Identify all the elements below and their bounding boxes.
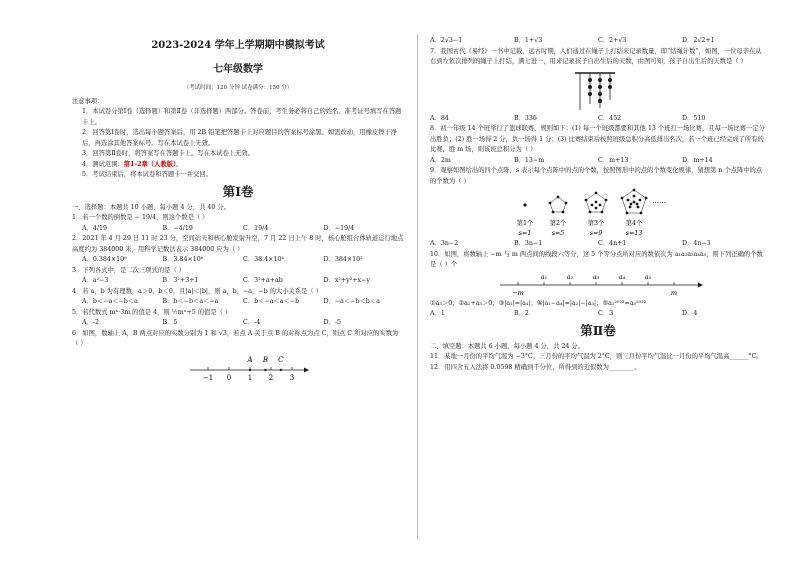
q10-options xyxy=(430,309,766,320)
q9-dot xyxy=(565,202,568,205)
q7-options xyxy=(430,114,766,125)
q9-figure-value: s=1 xyxy=(518,230,532,237)
q10-label-a1: a₁ xyxy=(540,272,548,281)
q3-option-a[interactable]: A．a²−3 xyxy=(82,277,109,284)
q2-option-d[interactable]: D．384×10³ xyxy=(323,256,363,263)
q7-knot xyxy=(608,78,612,82)
q10-label-neg-m: −m xyxy=(512,288,524,297)
q9-figure-value: s=13 xyxy=(625,230,643,237)
q9-option-d[interactable]: D．4n−3 xyxy=(682,240,711,247)
q7-option-b[interactable]: B．336 xyxy=(514,114,537,122)
q9-dot xyxy=(633,189,636,192)
q8-options xyxy=(430,156,766,167)
q7-option-c[interactable]: C．452 xyxy=(598,114,622,122)
q10-option-b[interactable]: B．2 xyxy=(514,310,529,317)
q10-option-d[interactable]: D．4 xyxy=(682,310,698,317)
note-3: 3．回答第Ⅱ卷时，将答案写在答题卡上。写在本试卷上无效。 xyxy=(82,150,255,157)
q10-stem: 10．如图，将数轴上 −m 与 m 两点间的线段六等分，这 5 个等分点所对应的数依次为 a₁a₂a₃a₄a₅，则下列正确的个数是（ ）个 xyxy=(430,250,763,268)
q4-stem: 4．若 a，b 为有理数，a＞0，b＜0，且|a|＜|b|，则 a，b，−a，−b 的大小关系是（ ） xyxy=(72,287,323,295)
note-4 xyxy=(72,160,404,171)
q10-number-line-figure xyxy=(430,271,766,299)
q6-tick-label: 1 xyxy=(247,373,253,382)
q6-option-b[interactable]: B．1+√3 xyxy=(514,37,543,44)
q9-dot xyxy=(585,199,588,202)
note-5: 5．考试结束后，将本试卷和答题卡一并交回。 xyxy=(82,171,212,178)
q10-label-a3: a₃ xyxy=(592,272,600,281)
q6-label-b: B xyxy=(262,355,268,364)
q6-option-d[interactable]: D．2√2+1 xyxy=(682,37,715,44)
q9-dot xyxy=(633,201,636,204)
q9-dot-pattern-figure xyxy=(430,187,766,239)
q6-tick-label: 3 xyxy=(289,373,295,382)
q7-knot xyxy=(598,78,602,82)
q7-knot xyxy=(598,85,602,89)
left-column xyxy=(72,36,404,384)
exam-title: 2023-2024 学年上学期期中模拟考试 xyxy=(151,40,325,51)
right-column xyxy=(430,36,766,373)
q2-option-b[interactable]: B．3.84×10⁶ xyxy=(162,256,204,263)
q4-option-b[interactable]: B．b＜−b＜a＜−a xyxy=(162,298,219,305)
q9-dot xyxy=(591,204,594,207)
q3-stem: 3．下列各式中，是二次三项式的是（ ） xyxy=(72,266,186,274)
q4-option-c[interactable]: C．b＜−a＜a＜−b xyxy=(243,298,300,305)
q12-stem: 12．用四舍五入法将 0.0598 精确到千分位，所得到的近似数为________。 xyxy=(430,363,641,371)
q6-point-b xyxy=(264,368,266,370)
q1-option-c[interactable]: C．19/4 xyxy=(243,224,269,232)
q6-point-c xyxy=(280,368,282,370)
q9-dot xyxy=(523,203,526,206)
q8-option-b[interactable]: B．13−m xyxy=(514,156,545,164)
section-1-title: 第Ⅰ卷 xyxy=(222,183,254,199)
q7-stem: 7．我国古代《易经》一书中记载，远古时期，人们通过在绳子上打结来记录数量，即“结绳计数”，如图，一位母亲在从右到左依次排列的绳子上打结，满七进一，用来记录孩子自出生后的天数，由图可知，孩子自出生后的天数是（ ） xyxy=(430,47,762,65)
q6-label-c: C xyxy=(278,355,284,364)
q2-option-c[interactable]: C．38.4×10⁴ xyxy=(243,256,284,263)
q6-point-a xyxy=(249,368,251,370)
q9-dot xyxy=(627,199,630,202)
q4-options xyxy=(72,297,404,308)
q2-option-a[interactable]: A．0.384×10⁶ xyxy=(82,256,127,263)
q10-axis-arrow xyxy=(698,282,703,287)
q7-knot xyxy=(598,99,602,103)
q6-tick-label: 0 xyxy=(226,373,232,382)
q9-dot xyxy=(645,197,648,200)
part-2-header: 二、填空题：本题共 6 小题，每小题 4 分，共 24 分。 xyxy=(430,342,584,350)
q9-dot xyxy=(636,203,639,206)
q10-label-m: m xyxy=(670,288,678,297)
q3-options xyxy=(72,276,404,287)
q7-knot xyxy=(588,85,592,89)
q6-tick-label: −1 xyxy=(202,373,214,382)
q10-label-a5: a₅ xyxy=(644,272,652,281)
q9-dot xyxy=(549,202,552,205)
test-range: 第1-2章（人教版） xyxy=(123,160,177,168)
q5-options xyxy=(72,318,404,329)
q7-knot-rope-figure xyxy=(430,68,766,114)
q10-label-a4: a₄ xyxy=(618,272,626,281)
q3-option-c[interactable]: C．3²+a+ab xyxy=(243,277,283,284)
q7-option-a[interactable]: A．84 xyxy=(430,114,449,122)
q3-option-b[interactable]: B．3²+3+1 xyxy=(162,277,199,284)
q7-knot xyxy=(588,92,592,96)
q6-axis-arrow xyxy=(304,367,309,372)
q6-tick-label: 2 xyxy=(268,373,274,382)
q9-dot xyxy=(562,211,565,214)
q9-dot xyxy=(599,204,602,207)
q9-dot xyxy=(633,195,636,198)
q5-option-b[interactable]: B．5 xyxy=(162,319,178,326)
q9-dot xyxy=(626,212,629,215)
q9-dot xyxy=(637,206,640,209)
q9-dot xyxy=(601,211,604,214)
q6-options xyxy=(430,36,766,47)
q9-options xyxy=(430,239,766,250)
q6-number-line-figure xyxy=(72,350,404,384)
q1-option-b[interactable]: B．−4/19 xyxy=(162,224,193,232)
q9-dot xyxy=(595,207,598,210)
q9-dot xyxy=(552,211,555,214)
q1-option-d[interactable]: D．−19/4 xyxy=(323,224,355,232)
q9-option-a[interactable]: A．3n−2 xyxy=(430,240,459,247)
q9-dot xyxy=(630,203,633,206)
q9-dot xyxy=(595,201,598,204)
q9-dot xyxy=(640,212,643,215)
exam-subtitle: 七年级数学 xyxy=(213,64,263,75)
q9-ellipsis: …… xyxy=(652,197,666,205)
q7-option-d[interactable]: D．510 xyxy=(682,114,706,122)
section-2-title: 第Ⅱ卷 xyxy=(580,322,616,338)
q9-figure-label: 第3个 xyxy=(587,220,605,227)
q9-pentagon xyxy=(550,197,566,212)
q5-option-a[interactable]: A．-2 xyxy=(82,319,99,326)
q1-options xyxy=(72,224,404,235)
q9-dot xyxy=(629,206,632,209)
q7-knot xyxy=(608,85,612,89)
part-1-header: 一、选择题：本题共 10 小题，每小题 4 分，共 40 分。 xyxy=(72,203,230,211)
q6-option-c[interactable]: C．2+√3 xyxy=(598,37,627,44)
q10-option-a[interactable]: A．1 xyxy=(430,310,445,317)
q9-stem: 9．观察如图给出的四个点阵，s 表示每个点阵中的点的个数，按照图形中的点的个数变化规律，猜想第 n 个点阵中的点的个数为（ ） xyxy=(430,167,763,185)
q10-label-a2: a₂ xyxy=(566,272,574,281)
q9-figure-label: 第1个 xyxy=(516,220,534,227)
q7-knot xyxy=(598,92,602,96)
q2-stem: 2．2021 年 4 月 29 日 11 时 23 分，空间站天和核心舱发射升空，7 月 22 日上午 8 时，核心舱组合体轨道运行地点高度约为 384000 米，用科学记数法表示 384000 应为（ ） xyxy=(72,235,404,253)
q3-option-d[interactable]: D．x²+y²+x−y xyxy=(323,277,370,284)
q9-option-b[interactable]: B．3n−1 xyxy=(514,240,543,247)
q10-option-c[interactable]: C．3 xyxy=(598,310,614,317)
q9-dot xyxy=(639,199,642,202)
q8-option-a[interactable]: A．2m xyxy=(430,156,451,164)
notes-heading: 注意事项： xyxy=(72,97,104,105)
q4-option-d[interactable]: D．−a＜−b＜b＜a xyxy=(323,298,380,305)
note-4-prefix: 4．测试范围： xyxy=(82,160,124,168)
q8-option-d[interactable]: D．m+14 xyxy=(682,156,713,164)
q9-figure-label: 第2个 xyxy=(549,220,567,227)
q5-option-c[interactable]: C．-4 xyxy=(243,319,261,326)
q9-dot xyxy=(621,197,624,200)
q8-stem: 8．初一年级 14 个班举行了篮球联赛，规则如下：(1) 每一个班级都要和其他 13 个班打一场比赛，且每一场比赛一定分出胜负；(2) 胜一场得 2 分，负一场得 1 分；(3) 比赛结束后按照班级总积分高低排出名次，若一个班已经完成了所有的比赛，胜 m 场，则该班总积分为（ ） xyxy=(430,125,765,153)
q9-option-c[interactable]: C．4n+1 xyxy=(598,240,627,247)
q10-statements: ①a₃＞0；②a₂+a₅＞0；③|a₁|=|a₄|；④|a₁−a₄|=|a₂|−|a₃|；⑤a₁²⁰²²=a₅²⁰²² xyxy=(430,299,647,307)
q9-dot xyxy=(605,199,608,202)
q11-stem: 11．某地一月份的平均气温为 −3°C，三月份的平均气温为 2°C，则三月份平均气温比一月份的平均气温高______°C。 xyxy=(430,353,763,360)
q5-stem: 5．若代数式 mⁿ·3m 的值是 4，则 ½mⁿ+5 的值是（ ） xyxy=(72,308,232,316)
q9-dot xyxy=(557,196,560,199)
note-1: 1．本试卷分第Ⅰ卷（选择题）和第Ⅱ卷（非选择题）两部分。答卷前，考生务必将自己的姓名、准考证号填写在答题卡上。 xyxy=(82,108,402,126)
q7-knot xyxy=(588,78,592,82)
q4-option-a[interactable]: A．b＜−a＜−b＜a xyxy=(82,298,138,305)
q9-figure-value: s=5 xyxy=(551,230,565,237)
q1-option-a[interactable]: A．4/19 xyxy=(82,224,107,232)
q8-option-c[interactable]: C．m+13 xyxy=(598,156,629,164)
exam-time-info: （考试时间：120 分钟 试卷满分：150 分） xyxy=(183,85,293,91)
q6-stem: 6．如图，数轴上 A，B 两点对应的实数分别为 1 和 √3，若点 A 关于点 B 的对称点为点 C，则点 C 所对应的实数为（ ） xyxy=(72,329,399,347)
q5-option-d[interactable]: D．-5 xyxy=(323,319,341,326)
column-divider xyxy=(417,34,418,539)
q9-dot xyxy=(589,211,592,214)
note-4-suffix: 。 xyxy=(176,160,183,168)
q9-figure-label: 第4个 xyxy=(625,220,643,227)
q6-option-a[interactable]: A．2√3−1 xyxy=(430,37,463,44)
q9-dot xyxy=(595,192,598,195)
q1-stem: 1．若一个数的倒数是 − 19/4，则这个数是（ ） xyxy=(72,214,209,221)
q6-label-a: A xyxy=(247,355,253,364)
q9-figure-value: s=9 xyxy=(589,230,603,237)
q2-options xyxy=(72,255,404,266)
note-2: 2．回答第Ⅰ卷时，选出每小题答案后，用 2B 铅笔把答题卡上对应题目的答案标号涂黑。如需改动，用橡皮擦干净后，再选涂其他答案标号。写在本试卷上无效。 xyxy=(82,129,398,147)
